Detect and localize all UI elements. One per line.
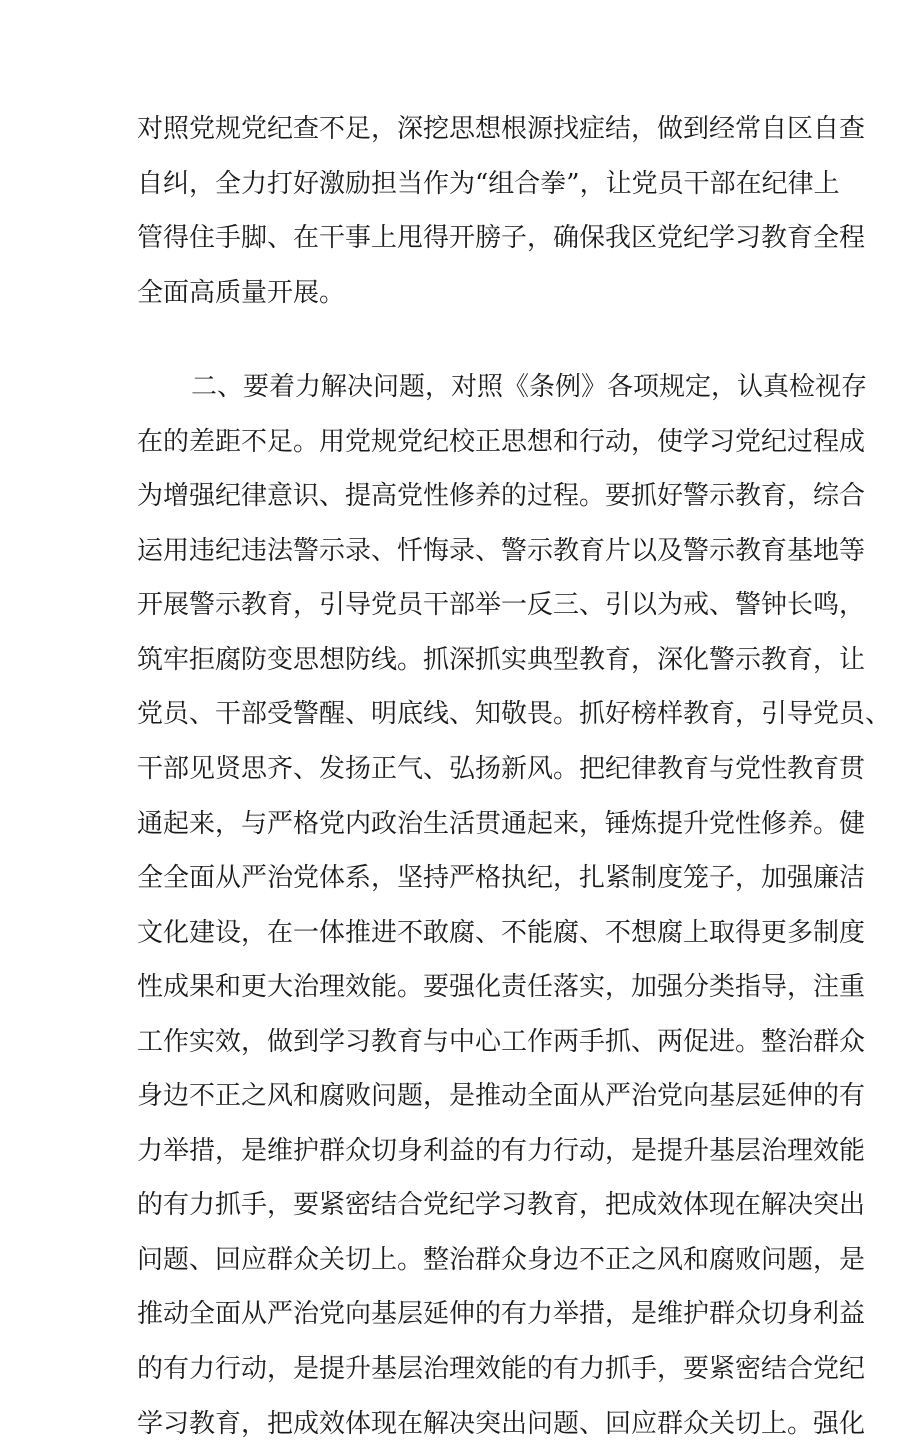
text-line: 运用违纪违法警示录、忏悔录、警示教育片以及警示教育基地等 [137,535,866,566]
text-line: 的有力行动，是提升基层治理效能的有力抓手，要紧密结合党纪 [137,1354,866,1385]
text-line: 在的差距不足。用党规党纪校正思想和行动，使学习党纪过程成 [137,426,866,457]
text-line: 管得住手脚、在干事上甩得开膀子，确保我区党纪学习教育全程 [137,223,866,254]
text-line: 力举措，是维护群众切身利益的有力行动，是提升基层治理效能 [137,1135,866,1166]
text-line: 党员、干部受警醒、明底线、知敬畏。抓好榜样教育，引导党员、 [137,699,892,730]
text-line: 二、要着力解决问题，对照《条例》各项规定，认真检视存 [191,372,868,403]
paragraph-1 [137,102,866,320]
text-line: 自纠，全力打好激励担当作为“组合拳”，让党员干部在纪律上 [137,168,840,199]
text-line: 工作实效，做到学习教育与中心工作两手抓、两促进。整治群众 [137,1026,866,1057]
text-line: 性成果和更大治理效能。要强化责任落实，加强分类指导，注重 [137,972,866,1003]
text-line: 身边不正之风和腐败问题，是推动全面从严治党向基层延伸的有 [137,1081,866,1112]
text-line: 通起来，与严格党内政治生活贯通起来，锤炼提升党性修养。健 [137,808,866,839]
text-line: 为增强纪律意识、提高党性修养的过程。要抓好警示教育，综合 [137,481,866,512]
text-line: 文化建设，在一体推进不敢腐、不能腐、不想腐上取得更多制度 [137,917,866,948]
document-page [137,102,892,1451]
paragraph-2 [137,360,892,1451]
text-line: 开展警示教育，引导党员干部举一反三、引以为戒、警钟长鸣， [137,590,866,621]
text-line: 问题、回应群众关切上。整治群众身边不正之风和腐败问题，是 [137,1244,866,1275]
text-line: 对照党规党纪查不足，深挖思想根源找症结，做到经常自区自查 [137,114,866,144]
text-line: 筑牢拒腐防变思想防线。抓深抓实典型教育，深化警示教育，让 [137,644,866,675]
paragraph-spacer [137,320,787,360]
text-line: 的有力抓手，要紧密结合党纪学习教育，把成效体现在解决突出 [137,1190,866,1221]
text-line: 全面高质量开展。 [137,277,346,308]
text-line: 全全面从严治党体系，坚持严格执纪，扎紧制度笼子，加强廉洁 [137,863,866,894]
text-line: 干部见贤思齐、发扬正气、弘扬新风。把纪律教育与党性教育贯 [137,754,866,785]
text-line: 推动全面从严治党向基层延伸的有力举措，是维护群众切身利益 [137,1299,866,1330]
text-line: 学习教育，把成效体现在解决突出问题、回应群众关切上。强化 [137,1408,866,1439]
